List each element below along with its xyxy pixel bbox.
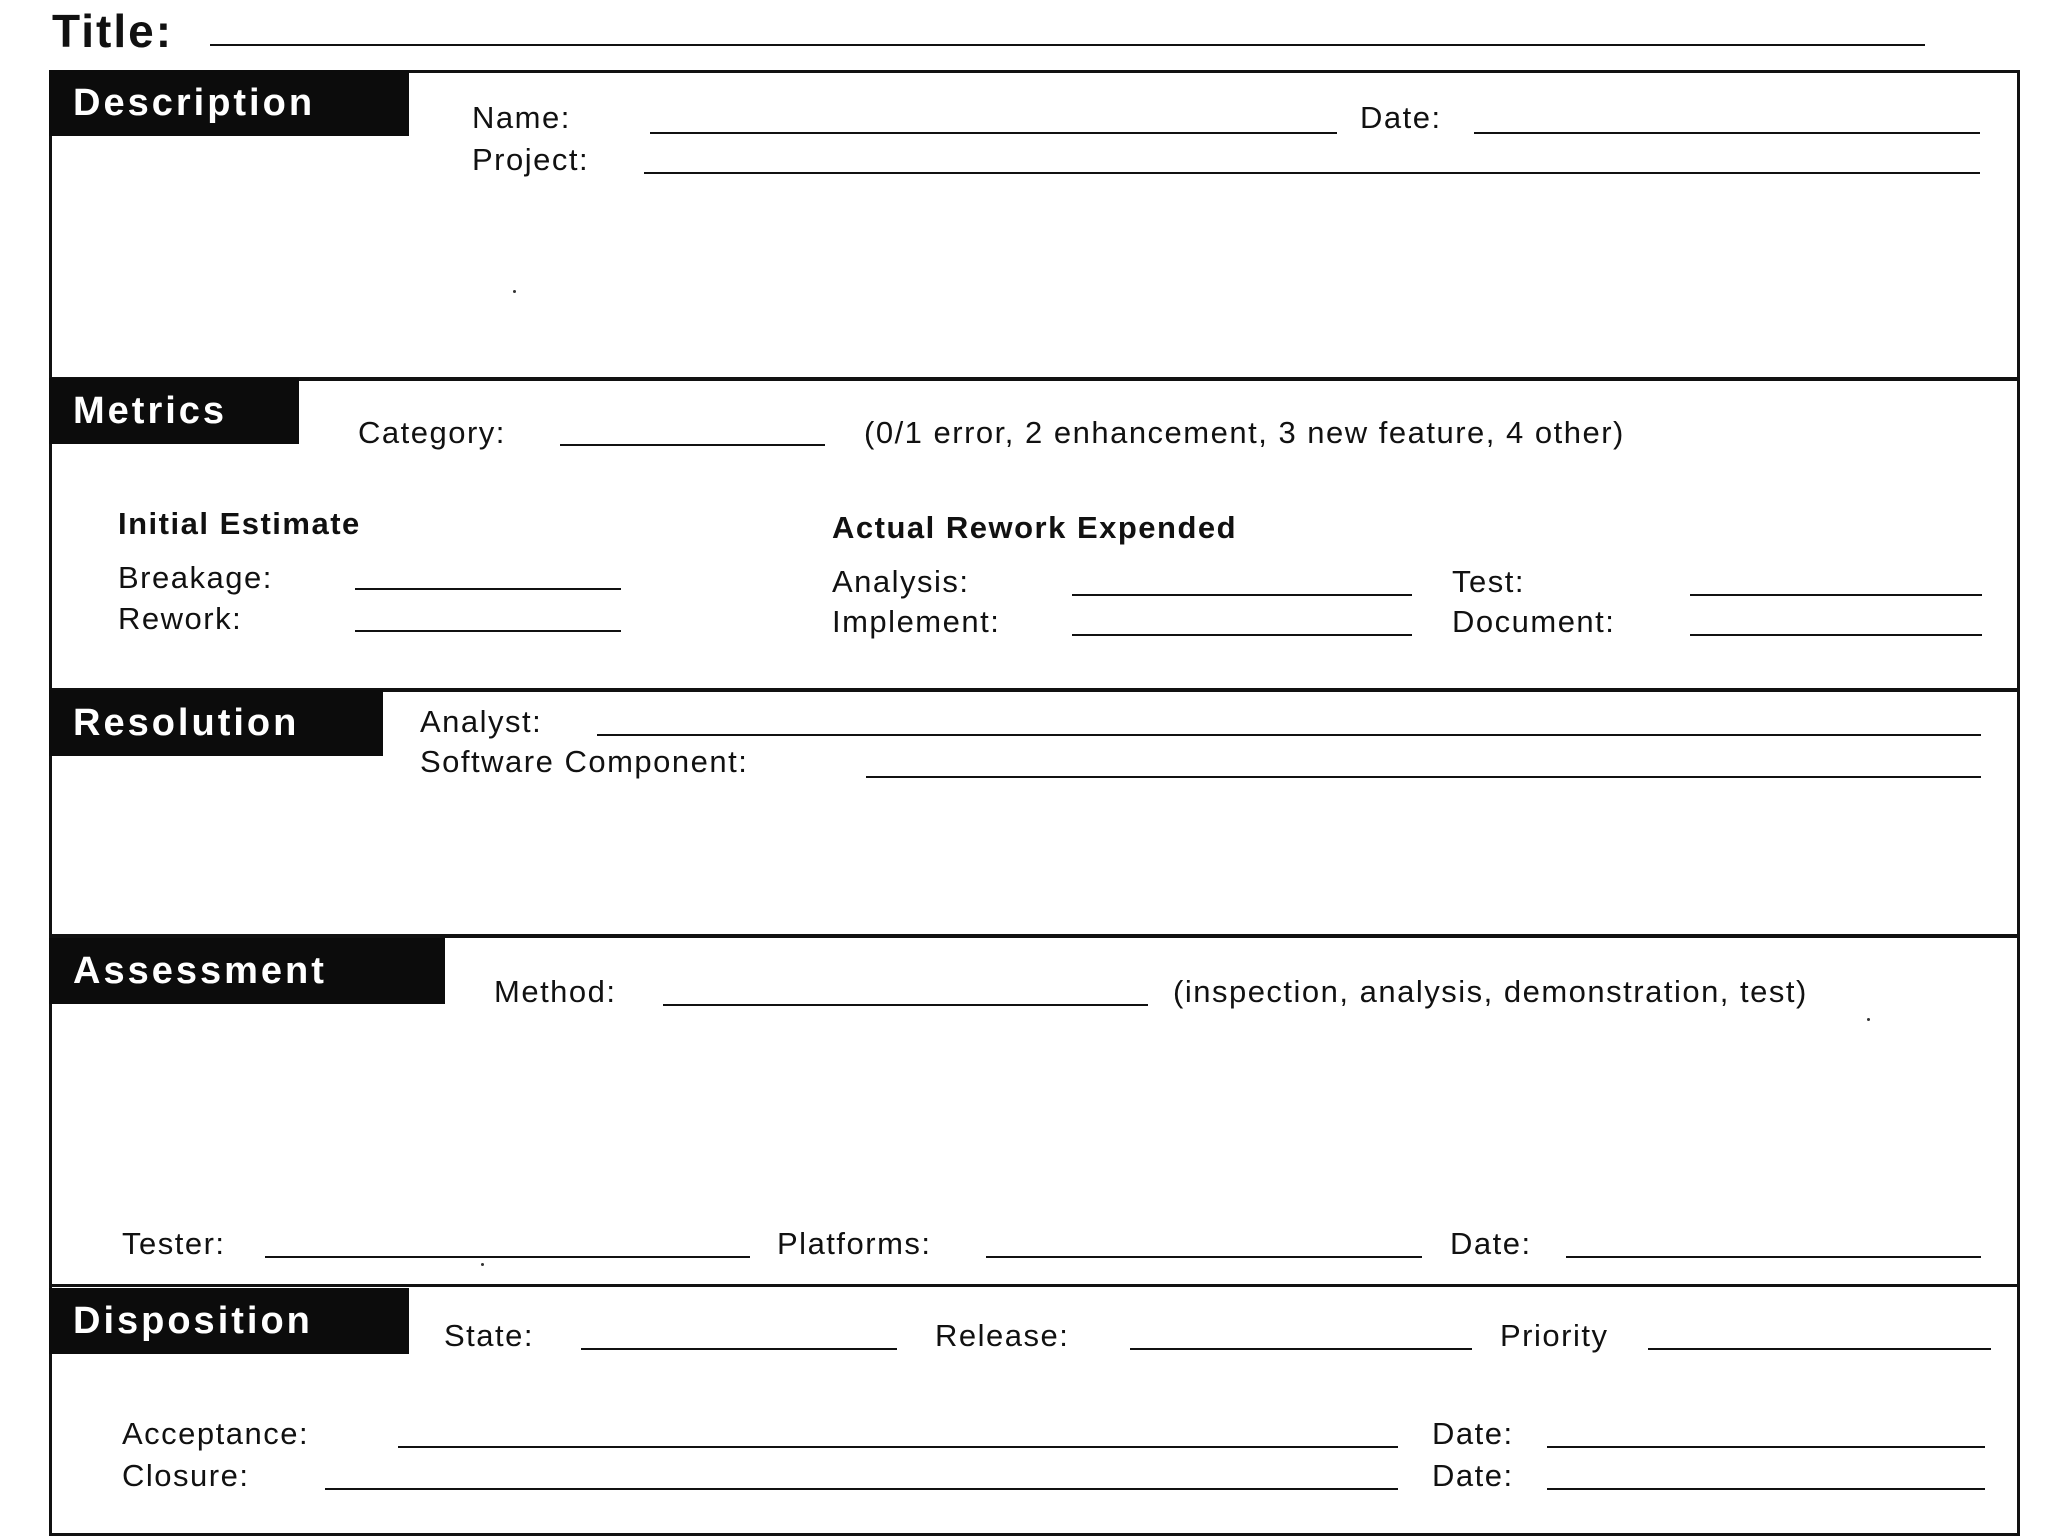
platforms-field[interactable] <box>986 1256 1422 1258</box>
project-field[interactable] <box>644 172 1980 174</box>
priority-label: Priority <box>1500 1318 1609 1353</box>
state-label: State: <box>444 1318 534 1353</box>
software-component-field[interactable] <box>866 776 1981 778</box>
assessment-header: Assessment <box>49 938 445 1004</box>
category-label: Category: <box>358 415 506 450</box>
name-label: Name: <box>472 100 571 135</box>
test-field[interactable] <box>1690 594 1982 596</box>
speck-mark <box>513 290 516 293</box>
method-label: Method: <box>494 974 617 1009</box>
acceptance-field[interactable] <box>398 1446 1398 1448</box>
tester-label: Tester: <box>122 1226 226 1261</box>
name-field[interactable] <box>650 132 1337 134</box>
assessment-date-field[interactable] <box>1566 1256 1981 1258</box>
assessment-date-label: Date: <box>1450 1226 1532 1261</box>
description-header: Description <box>49 70 409 136</box>
acceptance-label: Acceptance: <box>122 1416 310 1451</box>
release-field[interactable] <box>1130 1348 1472 1350</box>
test-label: Test: <box>1452 564 1525 599</box>
form-title-label: Title: <box>52 5 174 57</box>
title-field[interactable] <box>210 44 1925 46</box>
acceptance-date-field[interactable] <box>1547 1446 1985 1448</box>
implement-label: Implement: <box>832 604 1001 639</box>
acceptance-date-label: Date: <box>1432 1416 1514 1451</box>
closure-date-label: Date: <box>1432 1458 1514 1493</box>
platforms-label: Platforms: <box>777 1226 932 1261</box>
tester-field[interactable] <box>265 1256 750 1258</box>
closure-date-field[interactable] <box>1547 1488 1985 1490</box>
breakage-field[interactable] <box>355 588 621 590</box>
category-hint: (0/1 error, 2 enhancement, 3 new feature, 4 other) <box>864 415 1625 450</box>
software-component-label: Software Component: <box>420 744 749 779</box>
disposition-header: Disposition <box>49 1288 409 1354</box>
metrics-header: Metrics <box>49 378 299 444</box>
analyst-field[interactable] <box>597 734 1981 736</box>
implement-field[interactable] <box>1072 634 1412 636</box>
method-hint: (inspection, analysis, demonstration, test) <box>1173 974 1808 1009</box>
analysis-label: Analysis: <box>832 564 970 599</box>
method-field[interactable] <box>663 1004 1148 1006</box>
rework-label: Rework: <box>118 601 243 636</box>
priority-field[interactable] <box>1648 1348 1991 1350</box>
closure-label: Closure: <box>122 1458 250 1493</box>
category-field[interactable] <box>560 444 825 446</box>
speck-mark <box>481 1263 484 1266</box>
rework-field[interactable] <box>355 630 621 632</box>
closure-field[interactable] <box>325 1488 1398 1490</box>
analyst-label: Analyst: <box>420 704 543 739</box>
document-field[interactable] <box>1690 634 1982 636</box>
description-date-label: Date: <box>1360 100 1442 135</box>
actual-rework-heading: Actual Rework Expended <box>832 510 1238 545</box>
breakage-label: Breakage: <box>118 560 273 595</box>
analysis-field[interactable] <box>1072 594 1412 596</box>
document-label: Document: <box>1452 604 1616 639</box>
speck-mark <box>1867 1018 1870 1021</box>
resolution-header: Resolution <box>49 690 383 756</box>
description-date-field[interactable] <box>1474 132 1980 134</box>
initial-estimate-heading: Initial Estimate <box>118 506 361 541</box>
project-label: Project: <box>472 142 590 177</box>
state-field[interactable] <box>581 1348 897 1350</box>
release-label: Release: <box>935 1318 1070 1353</box>
